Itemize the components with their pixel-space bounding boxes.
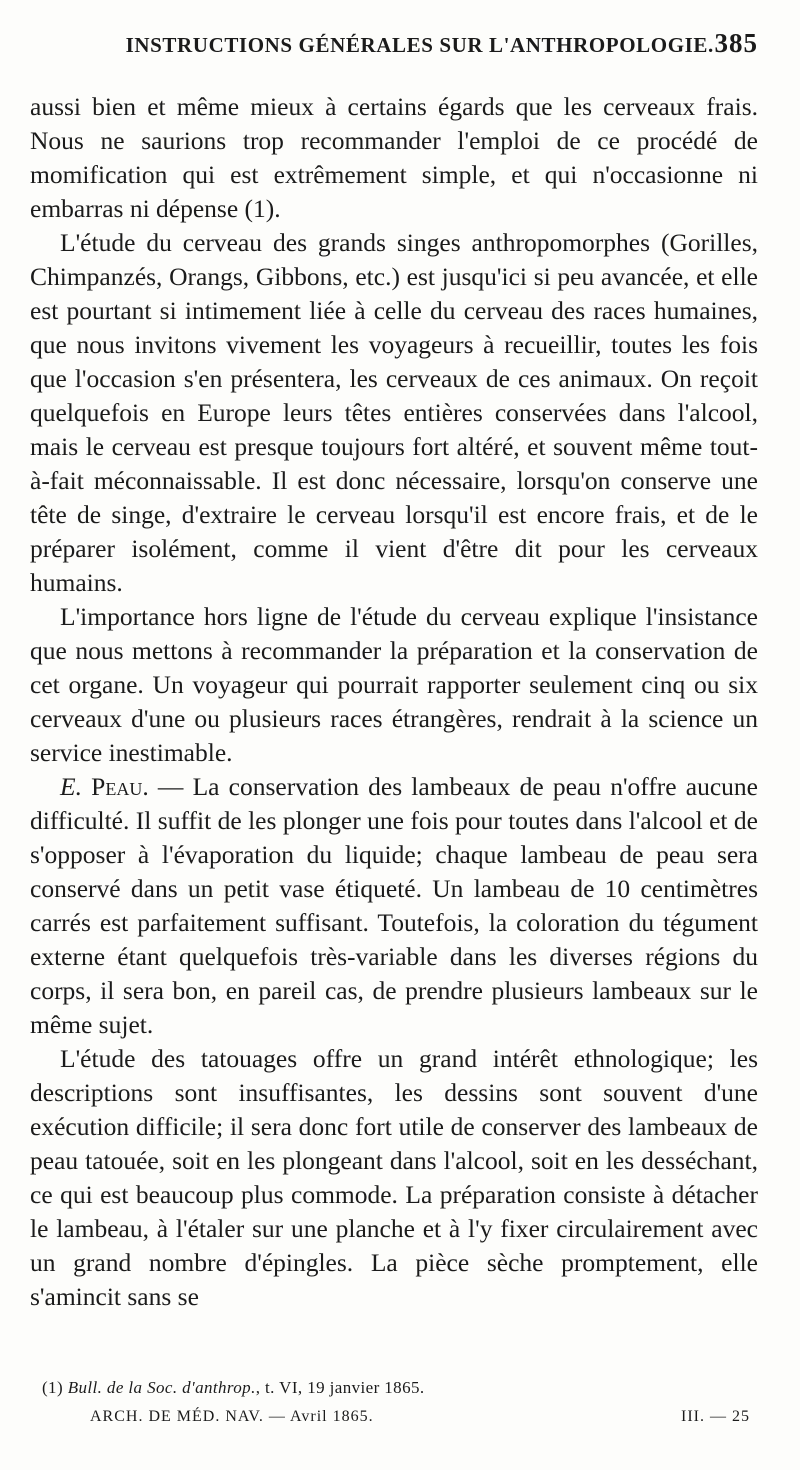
section-e-paragraph <box>30 770 758 1042</box>
section-text: La conservation des lambeaux de peau n'offre aucune difficulté. Il suffit de les plonger une fois pour toutes dans l'alcool et de s'opposer à l'évaporation du liquide; chaque lambeau de peau sera conservé dans un petit vase étiqueté. Un lambeau de 10 centimètres carrés est parfaitement suffisant. Toutefois, la coloration du tégument externe étant quelquefois très-variable dans les diverses régions du corps, il sera bon, en pareil cas, de prendre plusieurs lambeaux sur le même sujet. <box>30 772 759 1039</box>
signature-journal: ARCH. DE MÉD. NAV. — Avril 1865. <box>90 1408 374 1425</box>
footnote-source: Bull. de la Soc. d'anthrop. <box>67 1378 256 1397</box>
running-head <box>30 28 758 68</box>
printer-signature <box>90 1408 758 1426</box>
footnote <box>42 1378 425 1398</box>
paragraph-continuation: aussi bien et même mieux à certains égards que les cerveaux frais. Nous ne saurions trop recommander l'emploi de ce procédé de momification qui est extrêmement simple, et qui n'occasionne ni embarras ni dépense (1). <box>30 92 758 223</box>
signature-sheet: III. — 25 <box>681 1408 750 1425</box>
page-number: 385 <box>714 28 758 58</box>
footnote-marker: (1) <box>42 1378 64 1397</box>
paragraph-importance: L'importance hors ligne de l'étude du cerveau explique l'insistance que nous mettons à recommander la préparation et la conservation de cet organe. Un voyageur qui pourrait rapporter seulement cinq ou six cerveaux d'une ou plusieurs races étrangères, rendrait à la science un service inestimable. <box>30 602 758 767</box>
section-dash: — <box>157 772 184 801</box>
paragraph-tattoos: L'étude des tatouages offre un grand intérêt ethnologique; les descriptions sont insuffisantes, les dessins sont souvent d'une exécution difficile; il sera donc fort utile de conserver des lambeaux de peau tatouée, soit en les plongeant dans l'alcool, soit en les desséchant, ce qui est beaucoup plus commode. La préparation consiste à détacher le lambeau, à l'étaler sur une planche et à l'y fixer circulairement avec un grand nombre d'épingles. La pièce sèche promptement, elle s'amincit sans se <box>30 1044 758 1311</box>
paragraph-apes-brain: L'étude du cerveau des grands singes anthropomorphes (Gorilles, Chimpanzés, Orangs, Gibbons, etc.) est jusqu'ici si peu avancée, et elle est pourtant si intimement liée à celle du cerveau des races humaines, que nous invitons vivement les voyageurs à recueillir, toutes les fois que l'occasion s'en présentera, les cerveaux de ces animaux. On reçoit quelquefois en Europe leurs têtes entières conservées dans l'alcool, mais le cerveau est presque toujours fort altéré, et souvent même tout-à-fait méconnaissable. Il est donc nécessaire, lorsqu'on conserve une tête de singe, d'extraire le cerveau lorsqu'il est encore frais, et de le préparer isolément, comme il vient d'être dit pour les cerveaux humains. <box>30 228 758 597</box>
section-letter: E. <box>60 772 82 801</box>
body-text <box>30 90 758 1314</box>
running-title: INSTRUCTIONS GÉNÉRALES SUR L'ANTHROPOLOGIE. <box>125 33 714 57</box>
footnote-details: , t. VI, 19 janvier 1865. <box>255 1378 425 1397</box>
section-heading: Peau. <box>91 772 149 801</box>
